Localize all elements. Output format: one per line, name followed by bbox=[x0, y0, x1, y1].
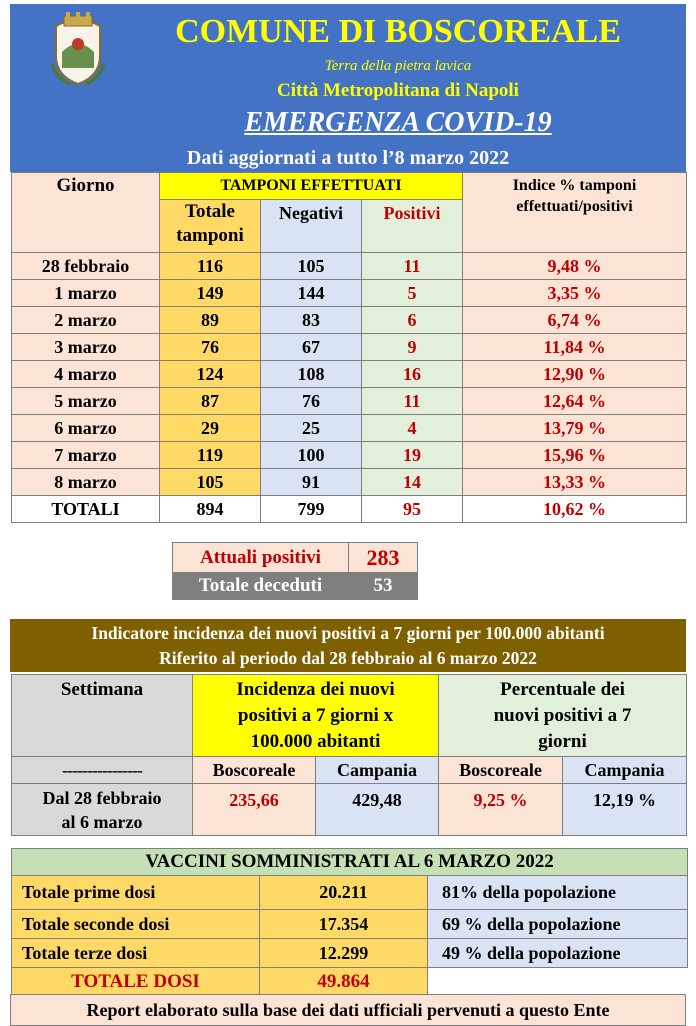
row-negative: 76 bbox=[261, 388, 362, 415]
row-day: 2 marzo bbox=[12, 307, 160, 334]
row-positive: 11 bbox=[362, 388, 463, 415]
row-negative: 67 bbox=[261, 334, 362, 361]
incidence-title: Indicatore incidenza dei nuovi positivi a 7 giorni per 100.000 abitanti bbox=[91, 623, 605, 643]
daily-row bbox=[12, 334, 687, 361]
daily-row bbox=[12, 307, 687, 334]
emergency-heading: EMERGENZA COVID-19 bbox=[244, 107, 552, 138]
row-day: 5 marzo bbox=[12, 388, 160, 415]
totals-label: TOTALI bbox=[12, 496, 160, 523]
page-title: COMUNE DI BOSCOREALE bbox=[175, 13, 621, 50]
percentage-campania: 12,19 % bbox=[563, 784, 687, 836]
active-positives-value: 283 bbox=[349, 543, 418, 573]
incidence-campania: 429,48 bbox=[316, 784, 439, 836]
row-negative: 108 bbox=[261, 361, 362, 388]
vaccine-dose-value: 12.299 bbox=[260, 939, 428, 968]
totals-positive: 95 bbox=[362, 496, 463, 523]
row-negative: 100 bbox=[261, 442, 362, 469]
period-line-2: al 6 marzo bbox=[61, 811, 143, 832]
percentage-boscoreale: 9,25 % bbox=[439, 784, 563, 836]
row-total: 89 bbox=[160, 307, 261, 334]
vaccines-table bbox=[11, 848, 688, 996]
row-index: 3,35 % bbox=[463, 280, 687, 307]
incidence-heading bbox=[10, 619, 686, 672]
vaccine-dose-percentage: 69 % della popolazione bbox=[428, 910, 688, 939]
row-negative: 83 bbox=[261, 307, 362, 334]
incidence-table bbox=[11, 674, 687, 836]
current-status-table bbox=[172, 542, 418, 600]
period-cell bbox=[12, 784, 193, 836]
row-positive: 5 bbox=[362, 280, 463, 307]
sub-header-campania-pct: Campania bbox=[563, 757, 687, 784]
row-day: 3 marzo bbox=[12, 334, 160, 361]
totals-row bbox=[12, 496, 687, 523]
col-header-percentage: Percentuale dei nuovi positivi a 7 giorni bbox=[439, 675, 687, 757]
row-negative: 25 bbox=[261, 415, 362, 442]
totals-negative: 799 bbox=[261, 496, 362, 523]
daily-row bbox=[12, 280, 687, 307]
deaths-value: 53 bbox=[349, 573, 418, 600]
totals-index: 10,62 % bbox=[463, 496, 687, 523]
period-line-1: Dal 28 febbraio bbox=[42, 787, 162, 808]
dashes-cell: ---------------- bbox=[12, 757, 193, 784]
daily-row bbox=[12, 469, 687, 496]
row-positive: 4 bbox=[362, 415, 463, 442]
vaccine-dose-value: 20.211 bbox=[260, 876, 428, 910]
vaccine-dose-label: Totale terze dosi bbox=[12, 939, 260, 968]
totals-swabs: 894 bbox=[160, 496, 261, 523]
col-header-negative: Negativi bbox=[261, 200, 362, 253]
col-header-incidence: Incidenza dei nuovi positivi a 7 giorni x 100.000 abitanti bbox=[193, 675, 439, 757]
municipal-crest-icon bbox=[48, 12, 108, 88]
row-negative: 144 bbox=[261, 280, 362, 307]
vaccine-dose-label: Totale prime dosi bbox=[12, 876, 260, 910]
row-total: 119 bbox=[160, 442, 261, 469]
daily-row bbox=[12, 253, 687, 280]
row-index: 9,48 % bbox=[463, 253, 687, 280]
vaccines-title: VACCINI SOMMINISTRATI AL 6 MARZO 2022 bbox=[12, 849, 688, 876]
sub-header-boscoreale-inc: Boscoreale bbox=[193, 757, 316, 784]
vaccine-row bbox=[12, 939, 688, 968]
incidence-period: Riferito al periodo dal 28 febbraio al 6 marzo 2022 bbox=[159, 648, 537, 668]
row-index: 15,96 % bbox=[463, 442, 687, 469]
daily-row bbox=[12, 361, 687, 388]
col-header-index: Indice % tamponi effettuati/positivi bbox=[463, 173, 687, 253]
row-index: 13,79 % bbox=[463, 415, 687, 442]
daily-row bbox=[12, 388, 687, 415]
vaccine-dose-percentage: 81% della popolazione bbox=[428, 876, 688, 910]
col-header-week: Settimana bbox=[12, 675, 193, 757]
row-index: 6,74 % bbox=[463, 307, 687, 334]
row-positive: 16 bbox=[362, 361, 463, 388]
col-header-positive: Positivi bbox=[362, 200, 463, 253]
group-header-swabs: TAMPONI EFFETTUATI bbox=[160, 173, 463, 200]
row-day: 6 marzo bbox=[12, 415, 160, 442]
row-total: 116 bbox=[160, 253, 261, 280]
row-day: 4 marzo bbox=[12, 361, 160, 388]
row-index: 13,33 % bbox=[463, 469, 687, 496]
row-negative: 91 bbox=[261, 469, 362, 496]
daily-row bbox=[12, 442, 687, 469]
row-total: 29 bbox=[160, 415, 261, 442]
col-header-total: Totale tamponi bbox=[160, 200, 261, 253]
row-positive: 6 bbox=[362, 307, 463, 334]
vaccine-dose-label: Totale seconde dosi bbox=[12, 910, 260, 939]
row-total: 87 bbox=[160, 388, 261, 415]
daily-row bbox=[12, 415, 687, 442]
row-day: 8 marzo bbox=[12, 469, 160, 496]
row-positive: 11 bbox=[362, 253, 463, 280]
report-footer: Report elaborato sulla base dei dati ufficiali pervenuti a questo Ente bbox=[10, 994, 686, 1026]
col-header-day: Giorno bbox=[12, 173, 160, 253]
row-index: 11,84 % bbox=[463, 334, 687, 361]
total-doses-value: 49.864 bbox=[260, 968, 428, 996]
total-doses-label: TOTALE DOSI bbox=[12, 968, 260, 996]
active-positives-label: Attuali positivi bbox=[173, 543, 349, 573]
row-negative: 105 bbox=[261, 253, 362, 280]
row-positive: 9 bbox=[362, 334, 463, 361]
update-date: Dati aggiornati a tutto l’8 marzo 2022 bbox=[186, 147, 510, 169]
sub-header-boscoreale-pct: Boscoreale bbox=[439, 757, 563, 784]
row-day: 7 marzo bbox=[12, 442, 160, 469]
row-day: 28 febbraio bbox=[12, 253, 160, 280]
vaccine-dose-percentage: 49 % della popolazione bbox=[428, 939, 688, 968]
sub-header-campania-inc: Campania bbox=[316, 757, 439, 784]
daily-swab-table bbox=[11, 172, 687, 523]
row-total: 124 bbox=[160, 361, 261, 388]
row-total: 149 bbox=[160, 280, 261, 307]
vaccine-row bbox=[12, 876, 688, 910]
row-index: 12,90 % bbox=[463, 361, 687, 388]
row-day: 1 marzo bbox=[12, 280, 160, 307]
deaths-label: Totale deceduti bbox=[173, 573, 349, 600]
vaccine-dose-value: 17.354 bbox=[260, 910, 428, 939]
row-total: 105 bbox=[160, 469, 261, 496]
header-subtitle-motto: Terra della pietra lavica bbox=[324, 58, 472, 74]
row-index: 12,64 % bbox=[463, 388, 687, 415]
row-positive: 14 bbox=[362, 469, 463, 496]
row-total: 76 bbox=[160, 334, 261, 361]
row-positive: 19 bbox=[362, 442, 463, 469]
incidence-boscoreale: 235,66 bbox=[193, 784, 316, 836]
vaccine-row bbox=[12, 910, 688, 939]
header-subtitle-city: Città Metropolitana di Napoli bbox=[277, 80, 519, 101]
